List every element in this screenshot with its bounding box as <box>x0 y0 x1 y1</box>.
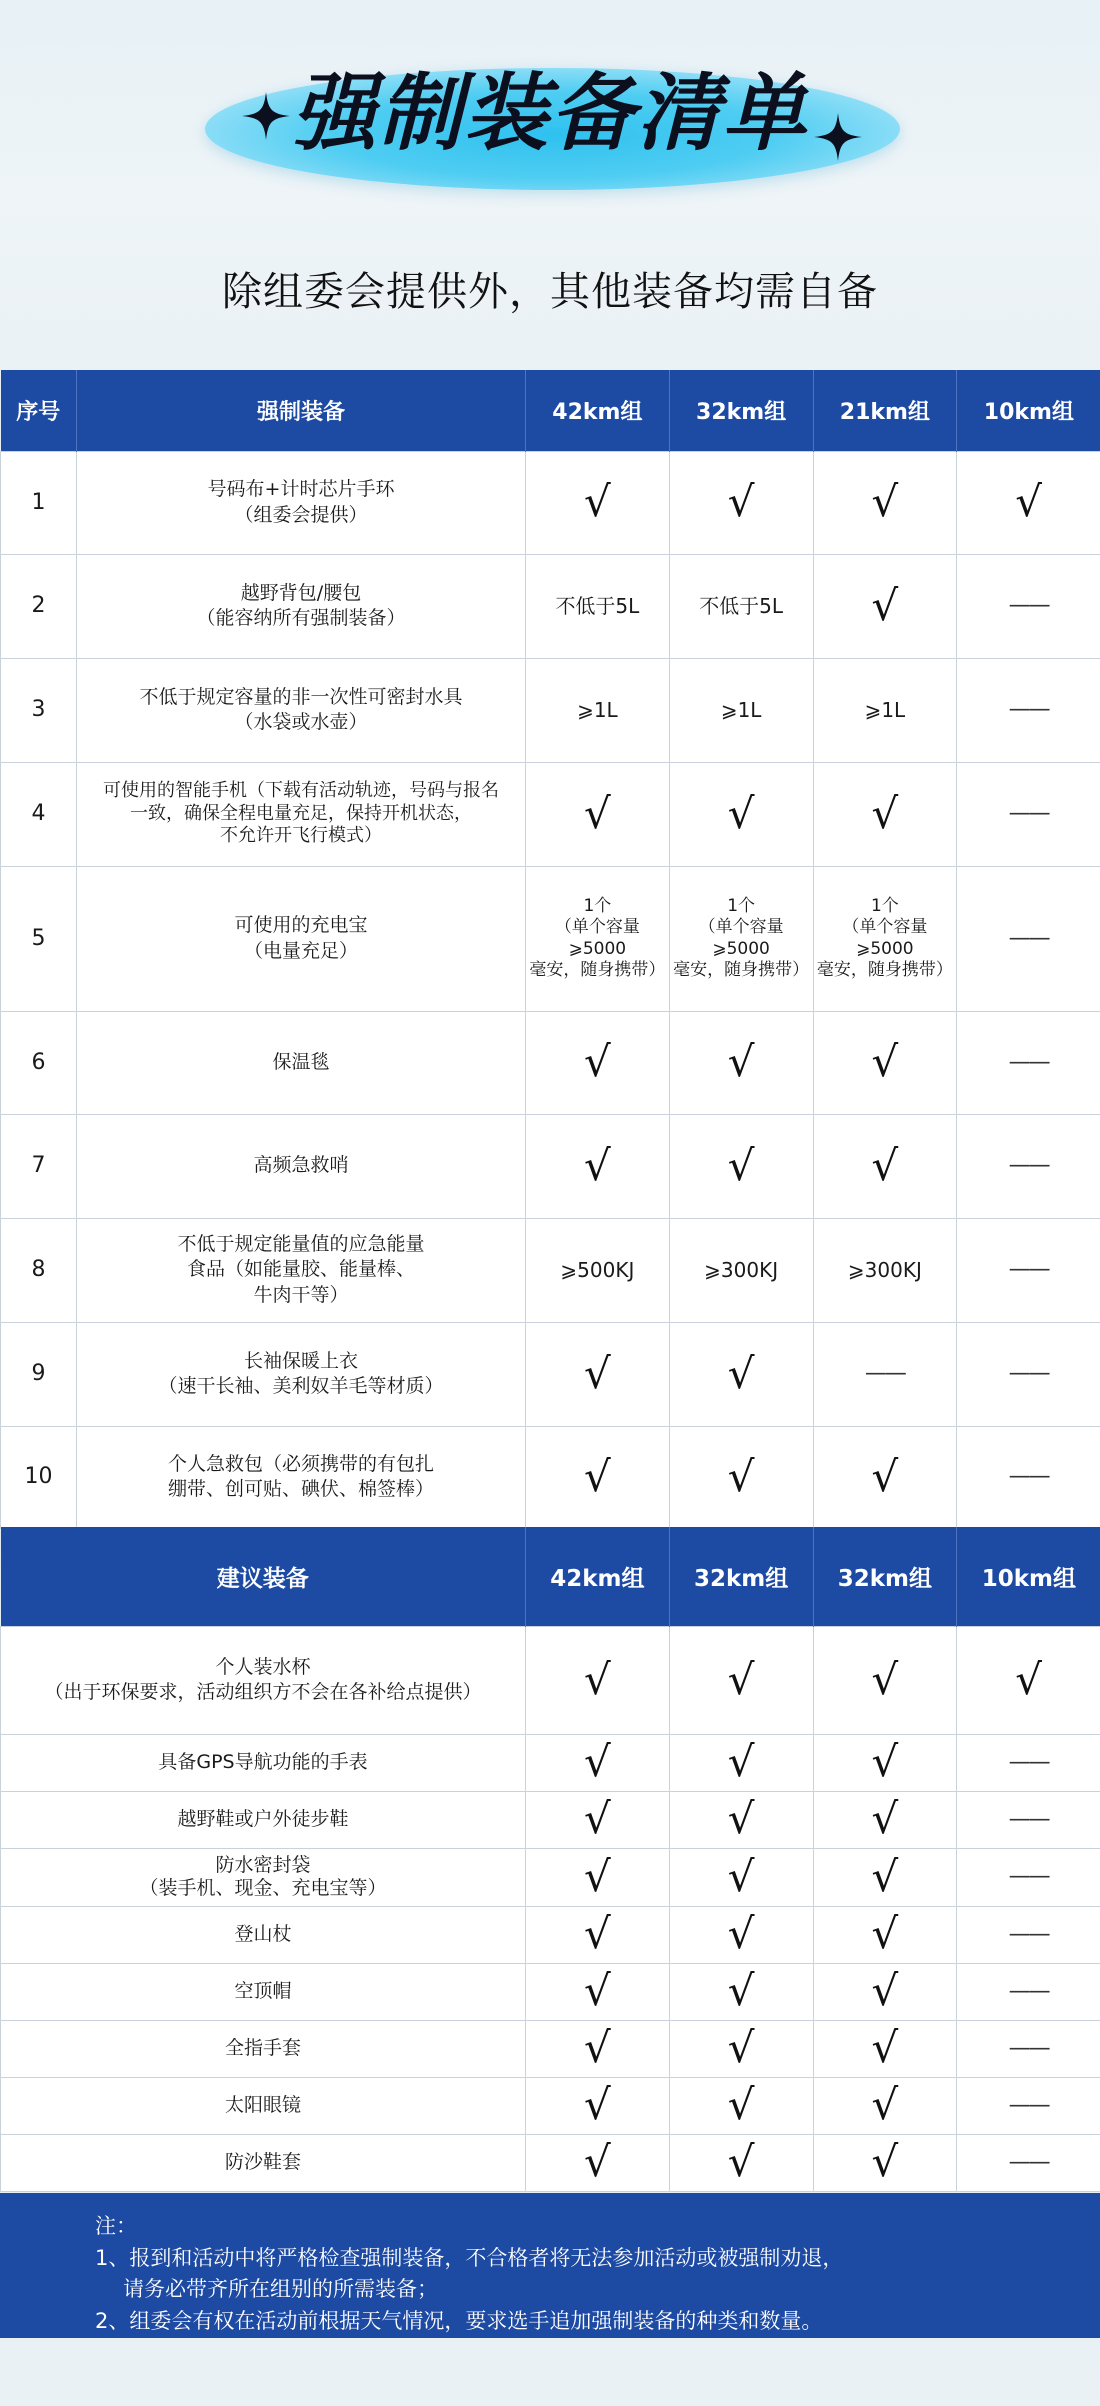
cell-32km-b <box>813 1848 957 1906</box>
check-icon: √ <box>871 788 899 838</box>
item-name: 个人装水杯 （出于环保要求，活动组织方不会在各补给点提供） <box>1 1626 526 1734</box>
table-row <box>1 1011 1100 1114</box>
check-icon: √ <box>727 1451 755 1501</box>
col-header-42km: 42km组 <box>526 1527 670 1626</box>
dash-mark: —— <box>1008 2035 1049 2061</box>
table-row <box>1 1848 1100 1906</box>
check-icon: √ <box>727 788 755 838</box>
cell-32km <box>669 1626 813 1734</box>
item-name: 登山杖 <box>1 1906 526 1963</box>
cell-32km <box>669 2077 813 2134</box>
cell-10km <box>957 1218 1100 1322</box>
table-row <box>1 658 1100 762</box>
check-icon: √ <box>871 1737 899 1787</box>
col-header-21km: 21km组 <box>813 370 957 451</box>
dash-mark: —— <box>1008 1464 1049 1490</box>
check-icon: √ <box>583 1794 611 1844</box>
table-row <box>1 1426 1100 1528</box>
item-name: 防水密封袋 （装手机、现金、充电宝等） <box>1 1848 526 1906</box>
note-line-1: 1、报到和活动中将严格检查强制装备，不合格者将无法参加活动或被强制劝退， <box>95 2245 844 2270</box>
notes-panel <box>0 2193 1100 2338</box>
table-row <box>1 1114 1100 1218</box>
row-index: 2 <box>1 554 77 658</box>
check-icon: √ <box>727 1909 755 1959</box>
check-icon: √ <box>583 1966 611 2016</box>
cell-42km <box>526 1426 670 1528</box>
table-row <box>1 1734 1100 1791</box>
note-line-2: 2、组委会有权在活动前根据天气情况，要求选手追加强制装备的种类和数量。 <box>95 2308 823 2333</box>
table-row <box>1 1626 1100 1734</box>
table-row <box>1 1322 1100 1426</box>
check-icon: √ <box>871 580 899 630</box>
cell-32km <box>669 1114 813 1218</box>
table-row <box>1 762 1100 866</box>
dash-mark: —— <box>1008 1049 1049 1075</box>
check-icon: √ <box>871 1966 899 2016</box>
item-name: 长袖保暖上衣 （速干长袖、美利奴羊毛等材质） <box>77 1322 526 1426</box>
check-icon: √ <box>727 1794 755 1844</box>
cell-42km: ⩾1L <box>526 658 670 762</box>
item-name: 防沙鞋套 <box>1 2134 526 2191</box>
table-row <box>1 554 1100 658</box>
dash-mark: —— <box>1008 801 1049 827</box>
page-subtitle: 除组委会提供外，其他装备均需自备 <box>222 269 878 315</box>
item-name: 不低于规定容量的非一次性可密封水具 （水袋或水壶） <box>77 658 526 762</box>
cell-42km <box>526 1963 670 2020</box>
cell-10km <box>957 451 1100 554</box>
cell-32km-b <box>813 1626 957 1734</box>
check-icon: √ <box>583 2137 611 2187</box>
cell-32km <box>669 451 813 554</box>
item-name: 个人急救包（必须携带的有包扎 绷带、创可贴、碘伏、棉签棒） <box>77 1426 526 1528</box>
check-icon: √ <box>871 1654 899 1704</box>
dash-mark: —— <box>1008 1153 1049 1179</box>
check-icon: √ <box>727 1348 755 1398</box>
col-header-32km-b: 32km组 <box>813 1527 957 1626</box>
cell-32km <box>669 1963 813 2020</box>
check-icon: √ <box>583 2023 611 2073</box>
cell-32km <box>669 1848 813 1906</box>
cell-32km <box>669 762 813 866</box>
cell-10km <box>957 762 1100 866</box>
table-row <box>1 866 1100 1011</box>
item-name: 具备GPS导航功能的手表 <box>1 1734 526 1791</box>
col-header-10km: 10km组 <box>957 370 1100 451</box>
row-index: 5 <box>1 866 77 1011</box>
cell-32km <box>669 1734 813 1791</box>
table-row <box>1 2134 1100 2191</box>
row-index: 10 <box>1 1426 77 1528</box>
cell-42km <box>526 2077 670 2134</box>
col-header-32km: 32km组 <box>669 1527 813 1626</box>
cell-42km <box>526 1906 670 1963</box>
cell-32km <box>669 1426 813 1528</box>
cell-10km <box>957 1791 1100 1848</box>
col-header-index: 序号 <box>1 370 77 451</box>
dash-mark: —— <box>1008 1749 1049 1775</box>
check-icon: √ <box>871 2023 899 2073</box>
check-icon: √ <box>727 2080 755 2130</box>
cell-21km <box>813 762 957 866</box>
cell-42km <box>526 1114 670 1218</box>
check-icon: √ <box>871 477 899 527</box>
check-icon: √ <box>583 1851 611 1901</box>
cell-10km <box>957 1963 1100 2020</box>
cell-32km: ⩾300KJ <box>669 1218 813 1322</box>
item-name: 高频急救哨 <box>77 1114 526 1218</box>
cell-10km <box>957 1322 1100 1426</box>
cell-42km <box>526 2134 670 2191</box>
row-index: 3 <box>1 658 77 762</box>
check-icon: √ <box>727 2023 755 2073</box>
dash-mark: —— <box>1008 925 1049 951</box>
cell-10km <box>957 1426 1100 1528</box>
table-header-row <box>1 370 1100 451</box>
page-title: 强制装备清单 <box>291 64 808 162</box>
cell-42km <box>526 1791 670 1848</box>
dash-mark: —— <box>1008 1257 1049 1283</box>
row-index: 6 <box>1 1011 77 1114</box>
row-index: 7 <box>1 1114 77 1218</box>
cell-32km <box>669 1906 813 1963</box>
cell-32km: 1个 （单个容量⩾5000 毫安，随身携带） <box>669 866 813 1011</box>
cell-42km: 不低于5L <box>526 554 670 658</box>
item-name: 越野鞋或户外徒步鞋 <box>1 1791 526 1848</box>
cell-10km <box>957 2077 1100 2134</box>
check-icon: √ <box>583 477 611 527</box>
cell-42km: 1个 （单个容量⩾5000 毫安，随身携带） <box>526 866 670 1011</box>
check-icon: √ <box>871 1909 899 1959</box>
check-icon: √ <box>727 1654 755 1704</box>
cell-32km <box>669 1011 813 1114</box>
check-icon: √ <box>583 1348 611 1398</box>
cell-32km <box>669 1791 813 1848</box>
cell-32km <box>669 1322 813 1426</box>
cell-42km <box>526 1734 670 1791</box>
dash-mark: —— <box>1008 697 1049 723</box>
cell-32km-b <box>813 1906 957 1963</box>
cell-10km <box>957 1848 1100 1906</box>
cell-32km-b <box>813 1963 957 2020</box>
cell-42km <box>526 1322 670 1426</box>
suggested-equipment-table <box>0 1527 1100 2192</box>
cell-21km <box>813 1426 957 1528</box>
table-row <box>1 1963 1100 2020</box>
table-row <box>1 2077 1100 2134</box>
item-name: 保温毯 <box>77 1011 526 1114</box>
dash-mark: —— <box>1008 1978 1049 2004</box>
cell-10km <box>957 658 1100 762</box>
row-index: 4 <box>1 762 77 866</box>
cell-32km <box>669 2020 813 2077</box>
cell-32km <box>669 2134 813 2191</box>
check-icon: √ <box>871 1851 899 1901</box>
check-icon: √ <box>871 1451 899 1501</box>
cell-32km-b <box>813 2020 957 2077</box>
check-icon: √ <box>871 2080 899 2130</box>
table-row <box>1 2020 1100 2077</box>
cell-21km: 1个 （单个容量⩾5000 毫安，随身携带） <box>813 866 957 1011</box>
cell-32km-b <box>813 1734 957 1791</box>
dash-mark: —— <box>1008 1806 1049 1832</box>
cell-10km <box>957 1114 1100 1218</box>
check-icon: √ <box>871 1140 899 1190</box>
dash-mark: —— <box>1008 593 1049 619</box>
cell-42km: ⩾500KJ <box>526 1218 670 1322</box>
item-name: 太阳眼镜 <box>1 2077 526 2134</box>
item-name: 不低于规定能量值的应急能量 食品（如能量胶、能量棒、 牛肉干等） <box>77 1218 526 1322</box>
check-icon: √ <box>583 788 611 838</box>
table-row <box>1 1791 1100 1848</box>
check-icon: √ <box>727 1140 755 1190</box>
col-header-10km: 10km组 <box>957 1527 1100 1626</box>
dash-mark: —— <box>864 1361 905 1387</box>
check-icon: √ <box>1015 477 1042 527</box>
row-index: 1 <box>1 451 77 554</box>
cell-32km-b <box>813 1791 957 1848</box>
check-icon: √ <box>583 1909 611 1959</box>
item-name: 全指手套 <box>1 2020 526 2077</box>
cell-21km: ⩾1L <box>813 658 957 762</box>
check-icon: √ <box>583 1451 611 1501</box>
item-name: 号码布+计时芯片手环 （组委会提供） <box>77 451 526 554</box>
cell-42km <box>526 1626 670 1734</box>
cell-10km <box>957 866 1100 1011</box>
cell-10km <box>957 554 1100 658</box>
cell-21km <box>813 554 957 658</box>
cell-10km <box>957 2020 1100 2077</box>
cell-10km <box>957 1626 1100 1734</box>
dash-mark: —— <box>1008 2092 1049 2118</box>
check-icon: √ <box>727 1737 755 1787</box>
table-row <box>1 451 1100 554</box>
notes-label: 注： <box>95 2214 137 2238</box>
cell-32km-b <box>813 2077 957 2134</box>
row-index: 9 <box>1 1322 77 1426</box>
banner <box>0 0 1100 370</box>
cell-42km <box>526 1011 670 1114</box>
check-icon: √ <box>871 1794 899 1844</box>
col-header-item: 建议装备 <box>1 1527 526 1626</box>
table-row <box>1 1906 1100 1963</box>
cell-42km <box>526 762 670 866</box>
cell-32km-b <box>813 2134 957 2191</box>
cell-42km <box>526 1848 670 1906</box>
dash-mark: —— <box>1008 1864 1049 1890</box>
cell-10km <box>957 1734 1100 1791</box>
check-icon: √ <box>583 1140 611 1190</box>
check-icon: √ <box>583 2080 611 2130</box>
dash-mark: —— <box>1008 2149 1049 2175</box>
check-icon: √ <box>583 1737 611 1787</box>
item-name: 可使用的智能手机（下载有活动轨迹，号码与报名 一致，确保全程电量充足，保持开机状态， 不允许开飞行模式） <box>77 762 526 866</box>
check-icon: √ <box>871 1037 899 1087</box>
cell-32km: 不低于5L <box>669 554 813 658</box>
item-name: 可使用的充电宝 （电量充足） <box>77 866 526 1011</box>
table-row <box>1 1218 1100 1322</box>
check-icon: √ <box>727 1966 755 2016</box>
cell-10km <box>957 2134 1100 2191</box>
check-icon: √ <box>1015 1654 1042 1704</box>
note-line-1-cont: 请务必带齐所在组别的所需装备； <box>123 2277 438 2301</box>
col-header-32km: 32km组 <box>669 370 813 451</box>
cell-21km <box>813 1322 957 1426</box>
row-index: 8 <box>1 1218 77 1322</box>
check-icon: √ <box>727 1851 755 1901</box>
cell-21km <box>813 451 957 554</box>
table-header-row <box>1 1527 1100 1626</box>
check-icon: √ <box>871 2137 899 2187</box>
check-icon: √ <box>583 1654 611 1704</box>
check-icon: √ <box>727 1037 755 1087</box>
cell-10km <box>957 1906 1100 1963</box>
col-header-42km: 42km组 <box>526 370 670 451</box>
cell-42km <box>526 2020 670 2077</box>
cell-21km <box>813 1114 957 1218</box>
check-icon: √ <box>727 477 755 527</box>
cell-32km: ⩾1L <box>669 658 813 762</box>
col-header-item: 强制装备 <box>77 370 526 451</box>
cell-10km <box>957 1011 1100 1114</box>
item-name: 空顶帽 <box>1 1963 526 2020</box>
dash-mark: —— <box>1008 1921 1049 1947</box>
cell-21km: ⩾300KJ <box>813 1218 957 1322</box>
cell-42km <box>526 451 670 554</box>
check-icon: √ <box>727 2137 755 2187</box>
required-equipment-table <box>0 370 1100 1529</box>
item-name: 越野背包/腰包 （能容纳所有强制装备） <box>77 554 526 658</box>
check-icon: √ <box>583 1037 611 1087</box>
dash-mark: —— <box>1008 1361 1049 1387</box>
cell-21km <box>813 1011 957 1114</box>
